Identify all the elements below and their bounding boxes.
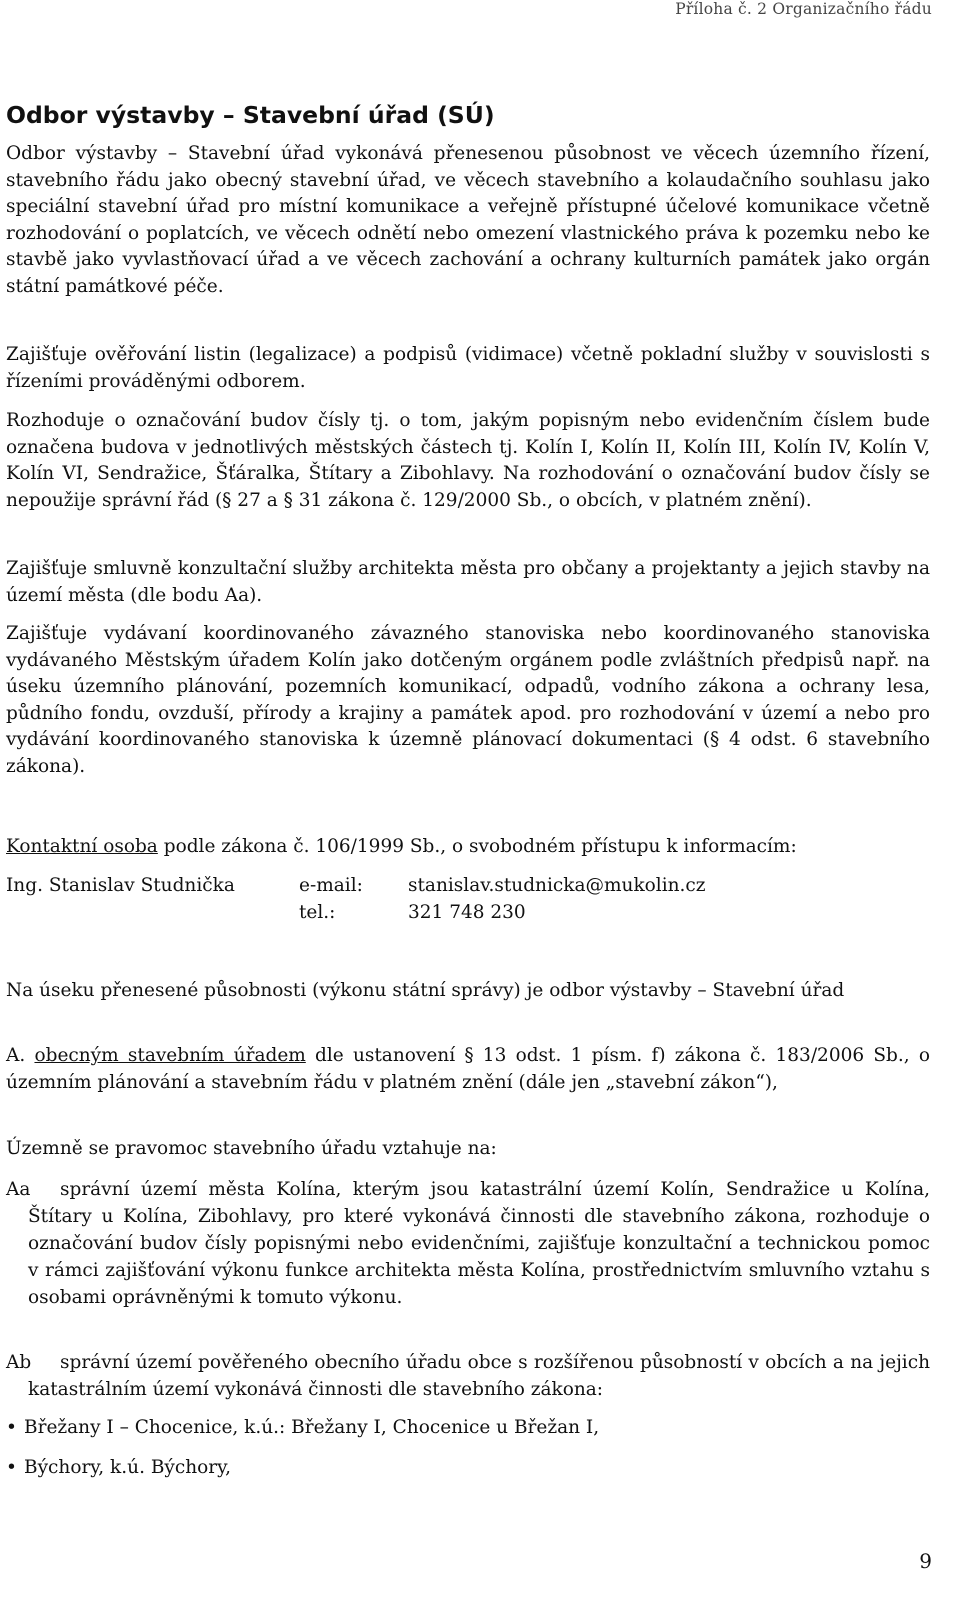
scope-item-label: Aa [6, 1179, 31, 1200]
paragraph-text: Odbor výstavby – Stavební úřad vykonává přenesenou působnost ve věcech územního řízení, stavebního řádu jako obecný stavební úřad, ve věcech stavebního a kolaudačního souhlasu jako speciální stavební úřad pro místní komunikace a veřejně přístupné účelové komunikace včetně rozhodování o poplatcích, ve věcech odnětí nebo omezení vlastnického práva k pozemku nebo ke stavbě jako vyvlastňovací úřad a ve věcech zachování a ochrany kulturních památek jako orgán státní památkové péče. [6, 143, 930, 297]
paragraph-text: Rozhoduje o označování budov čísly tj. o tom, jakým popisným nebo evidenčním číslem bude označena budova v jednotlivých městských částech tj. Kolín I, Kolín II, Kolín III, Kolín IV, Kolín V, Kolín VI, Sendražice, Šťáralka, Štítary a Zibohlavy. Na rozhodování o označování budov čísly se nepoužije správní řád (§ 27 a § 31 zákona č. 129/2000 Sb., o obcích, v platném znění). [6, 410, 930, 511]
contact-intro-text: podle zákona č. 106/1999 Sb., o svobodném přístupu k informacím: [157, 836, 797, 857]
list-item-text: Břežany I – Chocenice, k.ú.: Břežany I, Chocenice u Břežan I, [24, 1417, 600, 1438]
paragraph-scope [6, 141, 930, 300]
authority-intro [6, 978, 930, 1005]
paragraph-coordinated-opinion [6, 621, 930, 780]
contact-details [6, 873, 930, 927]
paragraph-text: Zajišťuje smluvně konzultační služby architekta města pro občany a projektanty a jejich stavby na území města (dle bodu Aa). [6, 558, 930, 606]
page-number: 9 [919, 1549, 932, 1573]
bullet-icon: • [6, 1457, 17, 1478]
general-building-office-link[interactable]: obecným stavebním úřadem [34, 1045, 306, 1066]
paragraph-legalization [6, 342, 930, 395]
list-item [6, 1455, 231, 1481]
paragraph-text: Na úseku přenesené působnosti (výkonu státní správy) je odbor výstavby – Stavební úřad [6, 980, 845, 1001]
list-item-text: Býchory, k.ú. Býchory, [24, 1457, 232, 1478]
item-text: dle ustanovení § 13 odst. 1 písm. f) zákona č. 183/2006 Sb., o územním plánování a stavebním řádu v platném znění (dále jen „stavební zákon“), [6, 1045, 930, 1093]
page-title: Odbor výstavby – Stavební úřad (SÚ) [6, 101, 495, 129]
tel-label: tel.: [299, 902, 336, 923]
scope-item-ab [6, 1349, 930, 1403]
scope-item-text: správní území pověřeného obecního úřadu obce s rozšířenou působností v obcích a na jejich katastrálním území vykonává činnosti dle stavebního zákona: [28, 1352, 930, 1400]
scope-item-label: Ab [6, 1352, 32, 1373]
scope-item-aa [6, 1176, 930, 1311]
contact-person-link[interactable]: Kontaktní osoba [6, 836, 158, 857]
paragraph-text: Územně se pravomoc stavebního úřadu vztahuje na: [6, 1138, 497, 1159]
scope-intro [6, 1136, 930, 1163]
authority-a [6, 1043, 930, 1096]
paragraph-architect [6, 556, 930, 609]
scope-item-text: správní území města Kolína, kterým jsou katastrální území Kolín, Sendražice u Kolína, Štítary u Kolína, Zibohlavy, pro které vykonává činnosti dle stavebního zákona, rozhoduje o označování budov čísly popisnými nebo evidenčními, zajišťuje konzultační a technickou pomoc v rámci zajišťování výkonu funkce architekta města Kolína, prostřednictvím smluvního vztahu s osobami oprávněnými k tomuto výkonu. [28, 1179, 930, 1308]
email-link[interactable]: stanislav.studnicka@mukolin.cz [408, 875, 706, 896]
list-item [6, 1415, 599, 1441]
contact-intro [6, 834, 930, 861]
paragraph-text: Zajišťuje vydávaní koordinovaného závazného stanoviska nebo koordinovaného stanoviska vydávaného Městským úřadem Kolín jako dotčeným orgánem podle zvláštních předpisů např. na úseku územního plánování, pozemních komunikací, odpadů, vodního zákona a ochrany lesa, půdního fondu, ovzduší, přírody a krajiny a památek apod. pro rozhodování v území a nebo pro vydávání koordinovaného stanoviska k územně plánovací dokumentaci (§ 4 odst. 6 stavebního zákona). [6, 623, 930, 777]
tel-value: 321 748 230 [408, 902, 526, 923]
paragraph-building-numbers [6, 408, 930, 514]
paragraph-text: Zajišťuje ověřování listin (legalizace) a podpisů (vidimace) včetně pokladní služby v souvislosti s řízeními prováděnými odborem. [6, 344, 930, 392]
bullet-icon: • [6, 1417, 17, 1438]
item-prefix: A. [6, 1045, 35, 1066]
email-label: e-mail: [299, 875, 363, 896]
contact-name: Ing. Stanislav Studnička [6, 875, 235, 896]
header-note: Příloha č. 2 Organizačního řádu [675, 0, 932, 18]
